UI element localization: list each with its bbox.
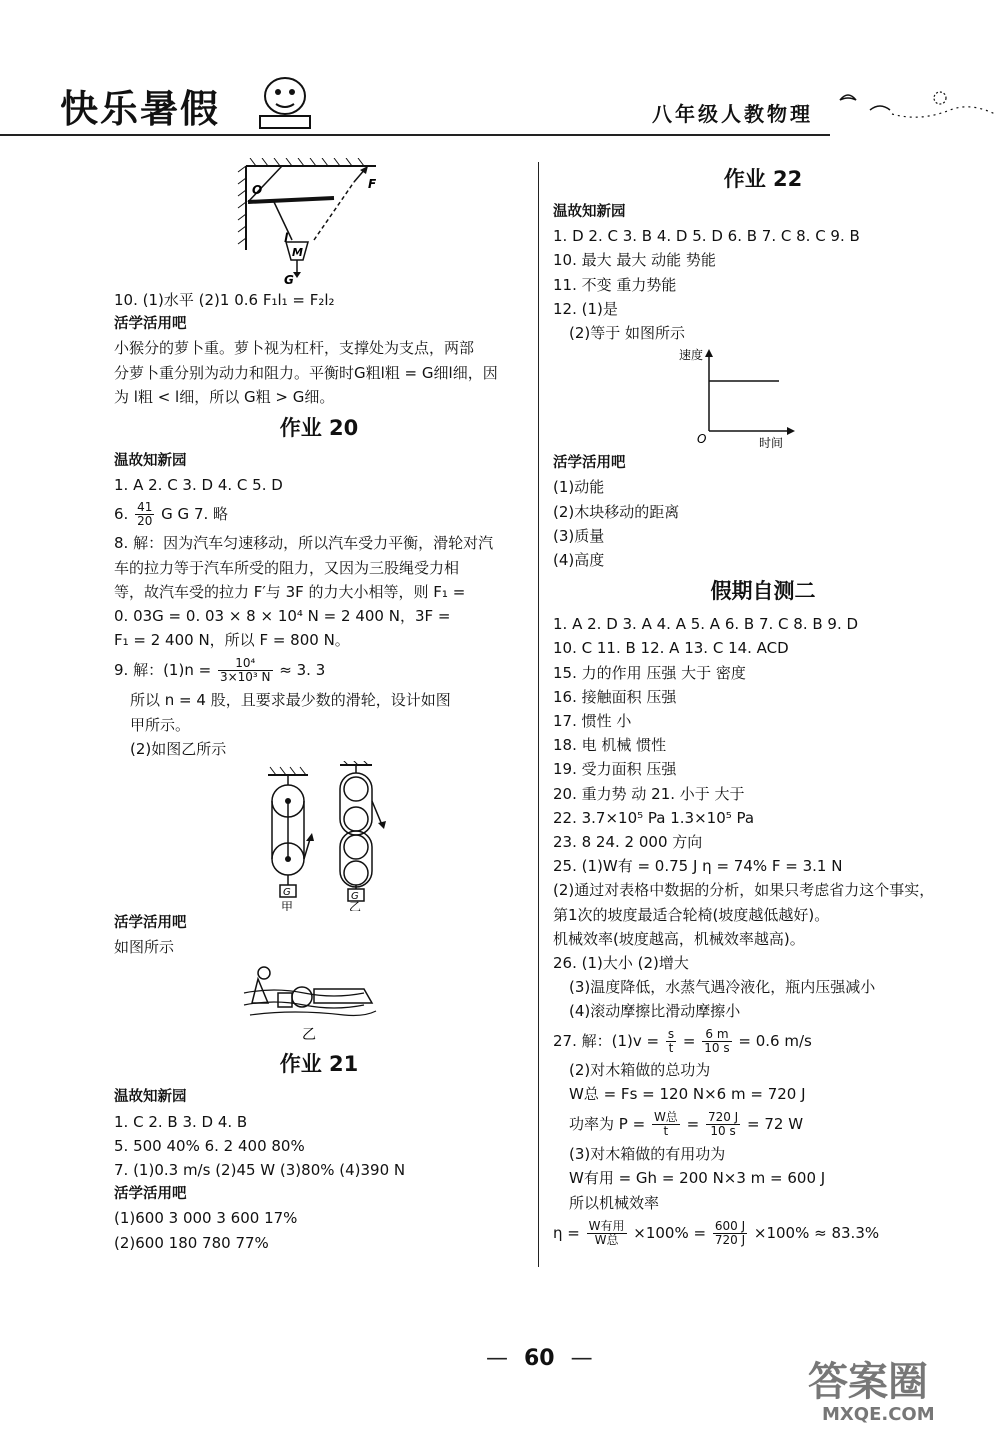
hw21-wengu-heading: 温故知新园 <box>114 1089 187 1106</box>
test2-line-13: 第1次的坡度最适合轮椅(坡度越低越好)。 <box>553 905 830 924</box>
pulley-label-g2: G <box>351 891 359 903</box>
page-number-block <box>470 1346 609 1371</box>
test2-line-14: 机械效率(坡度越高，机械效率越高)。 <box>553 929 805 948</box>
q27-eta-label: η = <box>553 1223 580 1242</box>
q27-line-1 <box>553 1024 973 1058</box>
header-rule <box>0 134 830 136</box>
q27-power-line: 功率为 P = $\frac{\text{W总}}{t}$ = $\frac{720 J}{10 s}$ = 72 W <box>569 1110 804 1139</box>
q27-frac-2-den: 10 s <box>704 1040 730 1055</box>
fig1-label-o: O <box>252 183 263 197</box>
q27-frac-1-den: t <box>668 1040 674 1055</box>
q27-power-frac-2 <box>706 1111 740 1138</box>
test2-line-12: (2)通过对表格中数据的分析，如果只考虑省力这个事实， <box>553 881 935 900</box>
fig1-label-g: G <box>284 273 294 287</box>
hw22-line-4: 12. (1)是 <box>553 299 618 318</box>
test2-line-11: 25. (1)W有 = 0.75 J η = 74% F = 3.1 N <box>553 857 843 876</box>
test2-line-5: 17. 惯性 小 <box>553 712 632 731</box>
huoxue3-line-2: (2)600 180 780 77% <box>114 1233 269 1252</box>
hw22-line-1: 1. D 2. C 3. B 4. D 5. D 6. B 7. C 8. C 9. B <box>553 227 860 246</box>
hw21-line-1: 1. C 2. B 3. D 4. B <box>114 1112 248 1131</box>
test2-title: 假期自测二 <box>710 579 816 604</box>
q27-power-frac-1 <box>652 1111 680 1138</box>
q26-line-4: (4)滚动摩擦比滑动摩擦小 <box>569 1002 741 1021</box>
hw22-line-2: 10. 最大 最大 动能 势能 <box>553 251 716 270</box>
q27-label: 27. 解：(1)v = <box>553 1031 660 1050</box>
hw20-title: 作业 20 <box>279 416 359 441</box>
q26-line-3: (3)温度降低，水蒸气遇冷液化，瓶内压强减小 <box>569 978 876 997</box>
q27-frac-2 <box>702 1028 731 1055</box>
pulley-label-jia: 甲 <box>281 900 294 912</box>
test2-line-15: 26. (1)大小 (2)增大 <box>553 954 689 973</box>
left-column <box>114 158 524 1255</box>
hw20-q6-rest: G G 7. 略 <box>161 505 229 524</box>
hw21-line-2: 5. 500 40% 6. 2 400 80% <box>114 1136 305 1155</box>
page-header <box>0 0 1000 140</box>
hw21-line-3: 7. (1)0.3 m/s (2)45 W (3)80% (4)390 N <box>114 1161 406 1180</box>
huoxue1-line-3: 为 l粗 < l细，所以 G粗 > G细。 <box>114 387 335 406</box>
test2-line-8: 20. 重力势 动 21. 小于 大于 <box>553 784 745 803</box>
hw20-line-1: 1. A 2. C 3. D 4. C 5. D <box>114 476 283 495</box>
subject-title: 八年级人教物理 <box>652 102 813 126</box>
q27-line-7: 所以机械效率 <box>569 1193 660 1212</box>
series-logo: 快乐暑假 <box>60 86 221 131</box>
test2-line-9: 22. 3.7×10⁵ Pa 1.3×10⁵ Pa <box>553 808 755 827</box>
hw22-huoxue-heading: 活学活用吧 <box>553 455 626 472</box>
q27-eta-mid: ×100% = <box>633 1223 707 1242</box>
cartoon-mascot-icon <box>250 66 320 132</box>
hw22-huoxue-line-1: (1)动能 <box>553 478 605 497</box>
page-number: 60 <box>524 1346 555 1371</box>
hw20-q9 <box>114 652 524 688</box>
hw20-q9-den: 3×10³ N <box>219 670 271 685</box>
pulley-diagrams <box>114 761 524 911</box>
page-number-dash-left: — <box>486 1346 508 1371</box>
q27-frac-1-num: s <box>667 1026 675 1041</box>
q27-eta-frac-1 <box>587 1220 627 1247</box>
hw20-q9-line-2: 甲所示。 <box>130 715 191 734</box>
q27-line-2: (2)对木箱做的总功为 <box>569 1060 711 1079</box>
graph-x-label: 时间 <box>759 436 784 451</box>
hw20-q9-label: 9. 解：(1)n = <box>114 661 212 680</box>
q27-eta-rest: ×100% ≈ 83.3% <box>753 1223 880 1242</box>
hw20-q8-line-5: F₁ = 2 400 N，所以 F = 800 N。 <box>114 631 350 650</box>
hw20-q9-line-1: 所以 n = 4 股，且要求最少数的滑轮，设计如图 <box>130 691 451 710</box>
huoxue3-heading: 活学活用吧 <box>114 1186 187 1203</box>
fig1-label-m: M <box>292 246 303 259</box>
hw22-wengu-heading: 温故知新园 <box>553 204 626 220</box>
q27-eta-frac-2-num: 600 J <box>714 1218 746 1233</box>
q27-power-label: 功率为 P = <box>569 1115 646 1134</box>
q27-eq: = <box>682 1031 696 1050</box>
speed-time-graph <box>553 345 973 451</box>
hw20-q6-num: 41 <box>137 500 153 515</box>
fig1-label-f: F <box>368 177 377 191</box>
hw22-q12b: (2)等于 如图所示 <box>569 324 686 343</box>
test2-line-1: 1. A 2. D 3. A 4. A 5. A 6. B 7. C 8. B 9. D <box>553 615 859 634</box>
hw20-q8-line-2: 车的拉力等于汽车所受的阻力，又因为三股绳受力相 <box>114 558 460 577</box>
hw22-title: 作业 22 <box>723 167 803 191</box>
watermark-logo: 答案圈 <box>808 1358 928 1405</box>
test2-line-10: 23. 8 24. 2 000 方向 <box>553 833 703 852</box>
hw20-q6-label: 6. <box>114 505 129 524</box>
hw20-q6-fraction <box>135 501 154 528</box>
q27-line-3: W总 = Fs = 120 N×6 m = 720 J <box>569 1084 806 1103</box>
lever-diagram <box>114 158 524 288</box>
q27-line-5: (3)对木箱做的有用功为 <box>569 1145 726 1164</box>
hw20-q8-line-1: 8. 解：因为汽车匀速移动，所以汽车受力平衡，滑轮对汽 <box>114 534 494 553</box>
hw20-q6-den: 20 <box>137 514 153 529</box>
q27-frac-1 <box>666 1028 676 1055</box>
hw20-q9-line-3: (2)如图乙所示 <box>130 739 227 758</box>
hw22-huoxue-line-3: (3)质量 <box>553 526 605 545</box>
test2-line-2: 10. C 11. B 12. A 13. C 14. ACD <box>553 639 789 658</box>
huoxue3-line-1: (1)600 3 000 3 600 17% <box>114 1209 298 1228</box>
huoxue1-line-1: 小猴分的萝卜重。萝卜视为杠杆，支撑处为支点，两部 <box>114 339 475 358</box>
pulley-label-yi: 乙 <box>349 900 362 912</box>
test2-line-4: 16. 接触面积 压强 <box>553 687 677 706</box>
hw20-q8-line-4: 0. 03G = 0. 03 × 8 × 10⁴ N = 2 400 N，3F = <box>114 607 451 626</box>
boat-pulley-illustration <box>114 959 524 1045</box>
test2-line-7: 19. 受力面积 压强 <box>553 760 677 779</box>
hw20-q8-line-3: 等，故汽车受的拉力 F′与 3F 的力大小相等，则 F₁ = <box>114 582 466 601</box>
huoxue2-heading: 活学活用吧 <box>114 915 187 932</box>
huoxue1-line-2: 分萝卜重分别为动力和阻力。平衡时G粗l粗 = G细l细，因 <box>114 363 498 382</box>
huoxue1-heading: 活学活用吧 <box>114 316 187 333</box>
hw20-q6 <box>114 497 524 531</box>
hw20-q9-rest: ≈ 3. 3 <box>279 661 326 680</box>
q27-power-frac-2-num: 720 J <box>707 1110 739 1125</box>
hw21-title: 作业 21 <box>279 1052 359 1077</box>
q27-frac-2-num: 6 m <box>702 1028 731 1042</box>
q27-eta-frac-2 <box>713 1220 747 1247</box>
q27-eta-frac-1-den: W总 <box>594 1232 619 1247</box>
hw20-wengu-heading: 温故知新园 <box>114 453 187 470</box>
test2-line-6: 18. 电 机械 惯性 <box>553 736 667 755</box>
hw22-line-3: 11. 不变 重力势能 <box>553 275 677 294</box>
q27-power-frac-1-den: t <box>663 1124 669 1139</box>
watermark-url: MXQE.COM <box>822 1404 935 1425</box>
page-number-dash-right: — <box>570 1346 593 1371</box>
hw22-huoxue-line-4: (4)高度 <box>553 551 605 570</box>
q27-line-6: W有用 = Gh = 200 N×3 m = 600 J <box>569 1169 826 1188</box>
q10-answer: 10. (1)水平 (2)1 0.6 F₁l₁ = F₂l₂ <box>114 291 335 309</box>
fig1-label-l: l <box>284 231 289 245</box>
pulley-label-g1: G <box>283 887 291 899</box>
q27-power-rest: = 72 W <box>747 1115 804 1134</box>
graph-y-label: 速度 <box>679 348 704 363</box>
test2-line-3: 15. 力的作用 压强 大于 密度 <box>553 663 746 682</box>
q27-eta-frac-1-num: W有用 <box>588 1218 625 1233</box>
q27-rest: = 0.6 m/s <box>738 1031 812 1050</box>
q27-eta-frac-2-den: 720 J <box>714 1232 746 1247</box>
huoxue2-text: 如图所示 <box>114 938 175 957</box>
q27-eta-line <box>553 1215 973 1251</box>
hw20-q9-num: 10⁴ <box>218 657 273 671</box>
boat-fig-label: 乙 <box>302 1027 316 1044</box>
hw22-huoxue-line-2: (2)木块移动的距离 <box>553 502 680 521</box>
q27-power-frac-2-den: 10 s <box>710 1124 736 1139</box>
bird-decoration-icon <box>830 80 1000 130</box>
graph-origin-label: O <box>697 432 707 447</box>
column-divider <box>538 162 539 1267</box>
q27-power-frac-1-num: W总 <box>653 1110 678 1125</box>
hw20-q9-fraction <box>218 657 273 684</box>
right-column <box>553 160 973 1251</box>
